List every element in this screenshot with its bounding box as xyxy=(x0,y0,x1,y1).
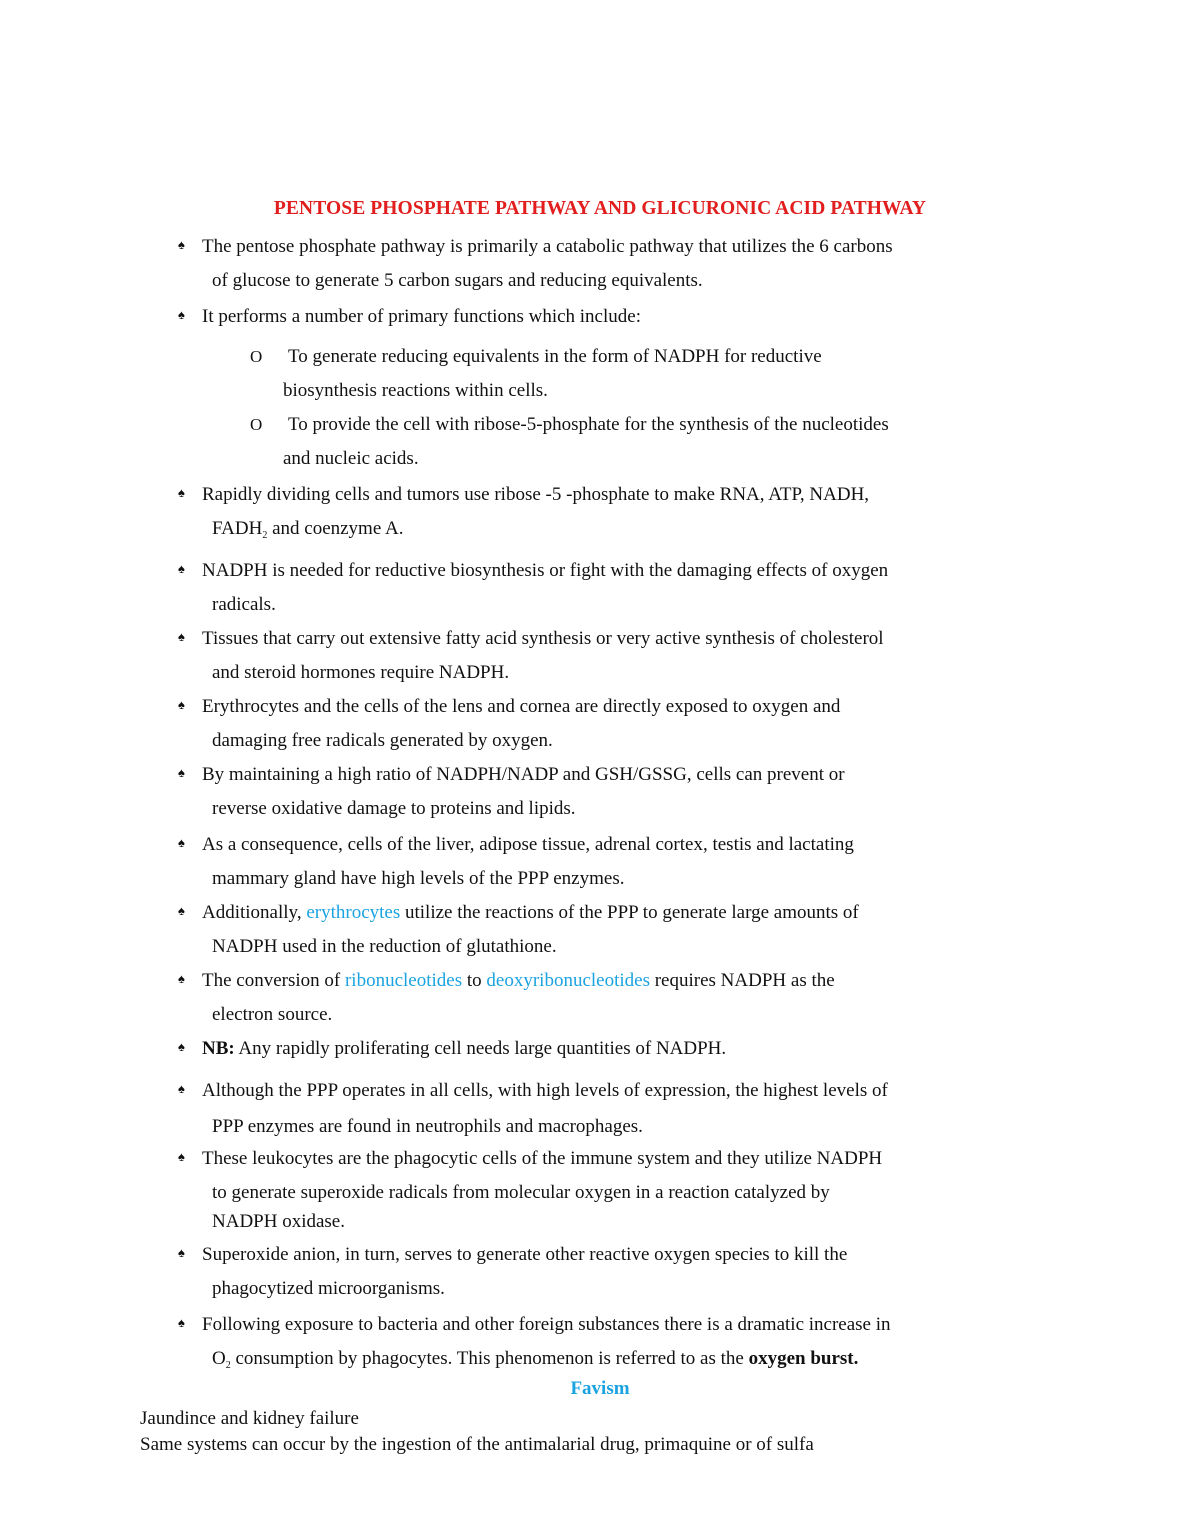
spade-bullet-icon: ♠ xyxy=(178,1081,185,1096)
list-item: ♠ The pentose phosphate pathway is primarily a catabolic pathway that utilizes the 6 carbons of glucose to generate 5 carbon sugars and reducing equivalents. xyxy=(178,228,1078,298)
spade-bullet-icon: ♠ xyxy=(178,971,185,986)
list-item: ♠ NADPH is needed for reductive biosynthesis or fight with the damaging effects of oxygen radicals. xyxy=(178,552,1078,622)
spade-bullet-icon: ♠ xyxy=(178,835,185,850)
list-item: ♠ The conversion of ribonucleotides to deoxyribonucleotides requires NADPH as the electron source. xyxy=(178,962,1078,1032)
spade-bullet-icon: ♠ xyxy=(178,1149,185,1164)
list-item: ♠ Superoxide anion, in turn, serves to generate other reactive oxygen species to kill the phagocytized microorganisms. xyxy=(178,1236,1078,1306)
list-item: ♠ NB: Any rapidly proliferating cell needs large quantities of NADPH. xyxy=(178,1030,1078,1066)
list-item: ♠ These leukocytes are the phagocytic cells of the immune system and they utilize NADPH to generate superoxide radicals from molecular oxygen in a reaction catalyzed by NADPH oxidase. xyxy=(178,1140,1078,1234)
spade-bullet-icon: ♠ xyxy=(178,237,185,252)
list-item: ♠ By maintaining a high ratio of NADPH/NADP and GSH/GSSG, cells can prevent or reverse oxidative damage to proteins and lipids. xyxy=(178,756,1078,826)
list-item: ♠ Although the PPP operates in all cells, with high levels of expression, the highest levels of PPP enzymes are found in neutrophils and macrophages. xyxy=(178,1070,1078,1144)
list-item: ♠ Additionally, erythrocytes utilize the reactions of the PPP to generate large amounts of NADPH used in the reduction of glutathione. xyxy=(178,894,1078,964)
list-item: ♠ Following exposure to bacteria and other foreign substances there is a dramatic increase in $O_2$ consumption by phagocytes. This phenomenon is referred to as the oxygen burst. xyxy=(178,1306,1078,1383)
spade-bullet-icon: ♠ xyxy=(178,903,185,918)
spade-bullet-icon: ♠ xyxy=(178,765,185,780)
paragraph: Same systems can occur by the ingestion of the antimalarial drug, primaquine or of sulfa xyxy=(140,1434,814,1455)
spade-bullet-icon: ♠ xyxy=(178,1245,185,1260)
sub-list-item: O To provide the cell with ribose-5-phosphate for the synthesis of the nucleotides and nucleic acids. xyxy=(250,408,1070,476)
spade-bullet-icon: ♠ xyxy=(178,697,185,712)
section-heading-favism: Favism xyxy=(570,1378,630,1399)
spade-bullet-icon: ♠ xyxy=(178,485,185,500)
spade-bullet-icon: ♠ xyxy=(178,561,185,576)
ribonucleotides-link[interactable]: ribonucleotides xyxy=(344,970,463,991)
list-item: ♠ Tissues that carry out extensive fatty acid synthesis or very active synthesis of cholesterol and steroid hormones require NADPH. xyxy=(178,620,1078,690)
paragraph: Jaundince and kidney failure xyxy=(140,1408,359,1429)
list-item: ♠ As a consequence, cells of the liver, adipose tissue, adrenal cortex, testis and lactating mammary gland have high levels of the PPP enzymes. xyxy=(178,826,1078,896)
page-title: PENTOSE PHOSPHATE PATHWAY AND GLICURONIC ACID PATHWAY xyxy=(273,198,927,219)
sub-list-item: O To generate reducing equivalents in the form of NADPH for reductive biosynthesis reactions within cells. xyxy=(250,340,1070,408)
list-item: ♠ Rapidly dividing cells and tumors use ribose -5 -phosphate to make RNA, ATP, NADH, $FADH_2$ and coenzyme A. xyxy=(178,476,1078,553)
spade-bullet-icon: ♠ xyxy=(178,307,185,322)
spade-bullet-icon: ♠ xyxy=(178,1315,185,1330)
circle-bullet-icon: O xyxy=(250,347,263,366)
circle-bullet-icon: O xyxy=(250,415,263,434)
list-item: ♠ It performs a number of primary functions which include: xyxy=(178,298,1078,334)
list-item: ♠ Erythrocytes and the cells of the lens and cornea are directly exposed to oxygen and damaging free radicals generated by oxygen. xyxy=(178,688,1078,758)
deoxyribonucleotides-link[interactable]: deoxyribonucleotides xyxy=(486,970,650,991)
spade-bullet-icon: ♠ xyxy=(178,1039,185,1054)
spade-bullet-icon: ♠ xyxy=(178,629,185,644)
erythrocytes-link[interactable]: erythrocytes xyxy=(306,902,401,923)
